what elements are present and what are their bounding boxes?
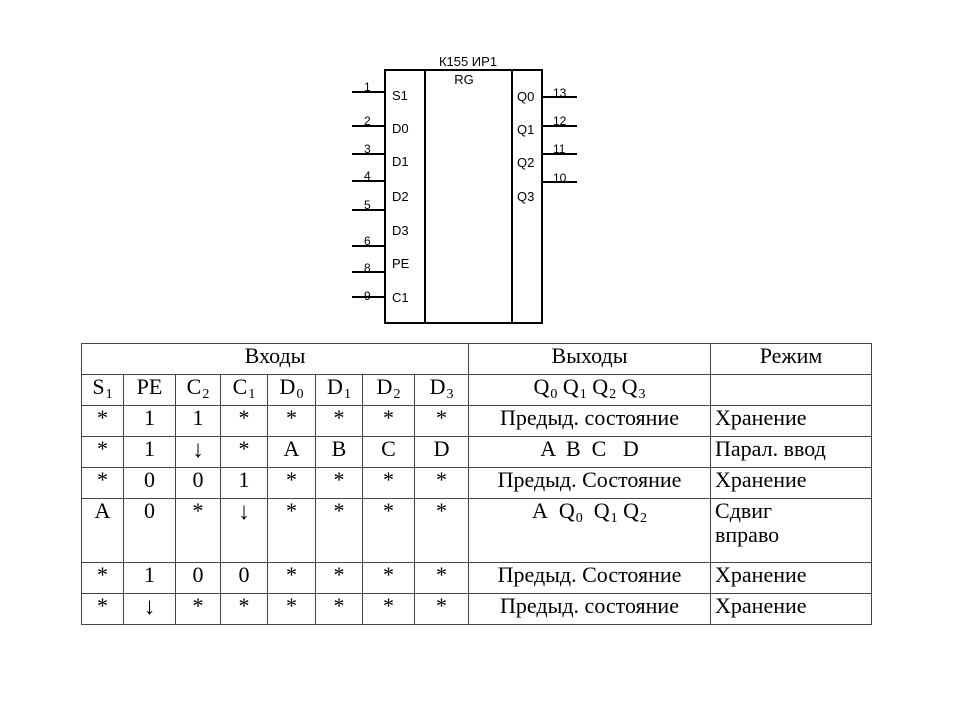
cell-d1: B bbox=[316, 437, 363, 468]
cell-c2: 0 bbox=[176, 468, 221, 499]
mode-line: вправо bbox=[715, 522, 780, 548]
cell-outputs: Предыд. состояние bbox=[469, 406, 711, 437]
cell-d2: * bbox=[363, 594, 415, 625]
output-leads bbox=[542, 97, 577, 182]
cell-pe: 0 bbox=[124, 499, 176, 563]
input-label-d2: D2 bbox=[392, 189, 409, 204]
output-pin-number: 13 bbox=[553, 86, 567, 100]
cell-c2: 0 bbox=[176, 563, 221, 594]
output-label-q0: Q0 bbox=[517, 89, 535, 104]
cell-pe: 1 bbox=[124, 563, 176, 594]
input-pin-number: 2 bbox=[364, 114, 371, 128]
cell-mode: Хранение bbox=[711, 406, 872, 437]
input-label-c1: C1 bbox=[392, 290, 409, 305]
cell-d1: * bbox=[316, 594, 363, 625]
header-inputs: Входы bbox=[82, 344, 469, 375]
cell-outputs: Предыд. состояние bbox=[469, 594, 711, 625]
input-pin-number: 8 bbox=[364, 261, 371, 275]
cell-s1: * bbox=[82, 563, 124, 594]
table-header-row bbox=[82, 344, 872, 375]
header-outputs: Выходы bbox=[469, 344, 711, 375]
cell-mode: Парал. ввод bbox=[711, 437, 872, 468]
cell-d2: * bbox=[363, 406, 415, 437]
cell-pe: 0 bbox=[124, 468, 176, 499]
table-row bbox=[82, 437, 872, 468]
table-row bbox=[82, 406, 872, 437]
cell-d0: * bbox=[268, 594, 316, 625]
cell-pe: 1 bbox=[124, 406, 176, 437]
cell-c1: * bbox=[221, 437, 268, 468]
cell-c2: * bbox=[176, 499, 221, 563]
cell-d2: * bbox=[363, 563, 415, 594]
chip-diagram bbox=[0, 0, 960, 340]
input-pin-number: 4 bbox=[364, 169, 371, 183]
input-pin-number: 3 bbox=[364, 142, 371, 156]
truth-table bbox=[81, 343, 872, 625]
header-mode: Режим bbox=[711, 344, 872, 375]
cell-d0: * bbox=[268, 563, 316, 594]
subheader-d0: $D_0$ bbox=[268, 375, 316, 406]
cell-c2: ↓ bbox=[176, 437, 221, 468]
cell-d0: * bbox=[268, 406, 316, 437]
input-pin-number: 1 bbox=[364, 80, 371, 94]
table-row bbox=[82, 594, 872, 625]
cell-d1: * bbox=[316, 468, 363, 499]
chip-rg-label: RG bbox=[454, 72, 474, 87]
cell-c1: * bbox=[221, 406, 268, 437]
cell-d3: * bbox=[415, 406, 469, 437]
cell-outputs: Предыд. Состояние bbox=[469, 468, 711, 499]
subheader-c1: $C_1$ bbox=[221, 375, 268, 406]
cell-d1: * bbox=[316, 563, 363, 594]
subheader-d2: $D_2$ bbox=[363, 375, 415, 406]
cell-mode bbox=[711, 499, 872, 563]
cell-d1: * bbox=[316, 406, 363, 437]
input-label-pe: PE bbox=[392, 256, 410, 271]
cell-d0: A bbox=[268, 437, 316, 468]
subheader-mode bbox=[711, 375, 872, 406]
cell-d3: * bbox=[415, 563, 469, 594]
cell-d0: * bbox=[268, 468, 316, 499]
cell-outputs: A B C D bbox=[469, 437, 711, 468]
table-subheader-row bbox=[82, 375, 872, 406]
cell-s1: * bbox=[82, 406, 124, 437]
table-row bbox=[82, 499, 872, 563]
cell-d1: * bbox=[316, 499, 363, 563]
input-label-s1: S1 bbox=[392, 88, 408, 103]
cell-c1: 1 bbox=[221, 468, 268, 499]
subheader-outputs: $Q_0$ $Q_1$ $Q_2$ $Q_3$ bbox=[469, 375, 711, 406]
cell-c1: * bbox=[221, 594, 268, 625]
output-pin-number: 11 bbox=[553, 142, 566, 156]
table-row bbox=[82, 468, 872, 499]
cell-c2: 1 bbox=[176, 406, 221, 437]
input-label-d0: D0 bbox=[392, 121, 409, 136]
cell-c1: ↓ bbox=[221, 499, 268, 563]
output-label-q2: Q2 bbox=[517, 155, 535, 170]
cell-s1: A bbox=[82, 499, 124, 563]
cell-outputs: Предыд. Состояние bbox=[469, 563, 711, 594]
input-pin-number: 9 bbox=[364, 289, 371, 303]
subheader-d3: $D_3$ bbox=[415, 375, 469, 406]
output-pin-number: 12 bbox=[553, 114, 567, 128]
subheader-pe: PE bbox=[124, 375, 176, 406]
cell-d3: D bbox=[415, 437, 469, 468]
cell-s1: * bbox=[82, 437, 124, 468]
cell-mode: Хранение bbox=[711, 563, 872, 594]
mode-line: Сдвиг bbox=[715, 498, 773, 523]
output-label-q3: Q3 bbox=[517, 189, 535, 204]
cell-d3: * bbox=[415, 499, 469, 563]
cell-mode: Хранение bbox=[711, 468, 872, 499]
cell-d3: * bbox=[415, 594, 469, 625]
subheader-s1: $S_1$ bbox=[82, 375, 124, 406]
cell-mode: Хранение bbox=[711, 594, 872, 625]
subheader-d1: $D_1$ bbox=[316, 375, 363, 406]
cell-d2: * bbox=[363, 468, 415, 499]
input-pin-number: 6 bbox=[364, 234, 371, 248]
cell-outputs: A $Q_0$ $Q_1$ $Q_2$ bbox=[469, 499, 711, 563]
cell-pe: 1 bbox=[124, 437, 176, 468]
output-label-q1: Q1 bbox=[517, 122, 535, 137]
cell-d0: * bbox=[268, 499, 316, 563]
input-label-d1: D1 bbox=[392, 154, 409, 169]
input-label-d3: D3 bbox=[392, 223, 409, 238]
subheader-c2: $C_2$ bbox=[176, 375, 221, 406]
table-row bbox=[82, 563, 872, 594]
output-pin-number: 10 bbox=[553, 171, 567, 185]
input-pin-number: 5 bbox=[364, 198, 371, 212]
cell-d2: * bbox=[363, 499, 415, 563]
cell-s1: * bbox=[82, 468, 124, 499]
cell-pe: ↓ bbox=[124, 594, 176, 625]
cell-d3: * bbox=[415, 468, 469, 499]
cell-d2: C bbox=[363, 437, 415, 468]
chip-title: К155 ИР1 bbox=[438, 54, 498, 69]
cell-c1: 0 bbox=[221, 563, 268, 594]
cell-s1: * bbox=[82, 594, 124, 625]
cell-c2: * bbox=[176, 594, 221, 625]
